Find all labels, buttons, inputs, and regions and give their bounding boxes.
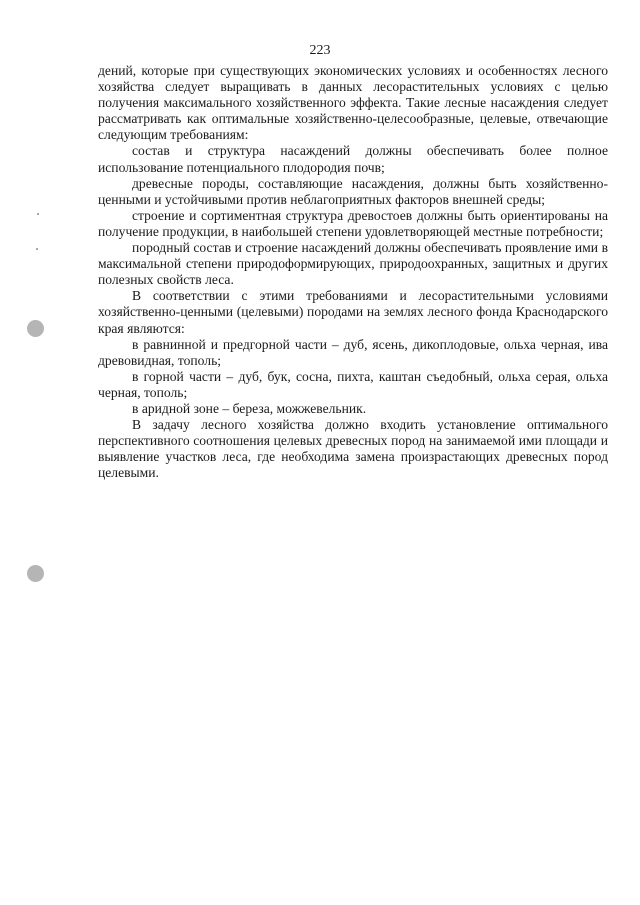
paragraph-requirement-composition: состав и структура насаждений должны обеспечивать более полное использование потенциального плодородия почв;: [98, 143, 608, 175]
punch-hole: [27, 320, 44, 337]
scan-speck: [37, 213, 39, 215]
paragraph-requirement-properties: породный состав и строение насаждений должны обеспечивать проявление ими в максимальной степени природоформирующих, природоохранных, защитных и других полезных свойств леса.: [98, 240, 608, 288]
paragraph-forestry-task: В задачу лесного хозяйства должно входить установление оптимального перспективного соотношения целевых древесных пород на занимаемой ими площади и выявление участков леса, где необходима замена произрастающих древесных пород целевыми.: [98, 417, 608, 481]
page-number: 223: [309, 43, 331, 58]
paragraph-mountains: в горной части – дуб, бук, сосна, пихта, каштан съедобный, ольха серая, ольха черная, тополь;: [98, 368, 608, 400]
paragraph-arid-zone: в аридной зоне – береза, можжевельник.: [132, 400, 367, 416]
paragraph-plains-foothills: в равнинной и предгорной части – дуб, ясень, дикоплодовые, ольха черная, ива древовидная, тополь;: [98, 336, 608, 368]
paragraph-target-species-intro: В соответствии с этими требованиями и лесорастительными условиями хозяйственно-ценными (целевыми) породами на землях лесного фонда Краснодарского края являются:: [98, 288, 608, 336]
punch-hole: [27, 565, 44, 582]
scan-speck: [36, 248, 38, 250]
document-text: [98, 63, 608, 481]
paragraph-intro: дений, которые при существующих экономических условиях и особенностях лесного хозяйства следует выращивать в данных лесорастительных условиях с целью получения максимального хозяйственного эффекта. Такие лесные насаждения следует рассматривать как оптимальные хозяйственно-целесообразные, целевые, отвечающие следующим требованиям:: [98, 63, 608, 143]
paragraph-requirement-species: древесные породы, составляющие насаждения, должны быть хозяйственно-ценными и устойчивыми против неблагоприятных факторов внешней среды;: [98, 175, 608, 207]
paragraph-requirement-structure: строение и сортиментная структура древостоев должны быть ориентированы на получение продукции, в наибольшей степени удовлетворяющей местные потребности;: [98, 207, 608, 239]
